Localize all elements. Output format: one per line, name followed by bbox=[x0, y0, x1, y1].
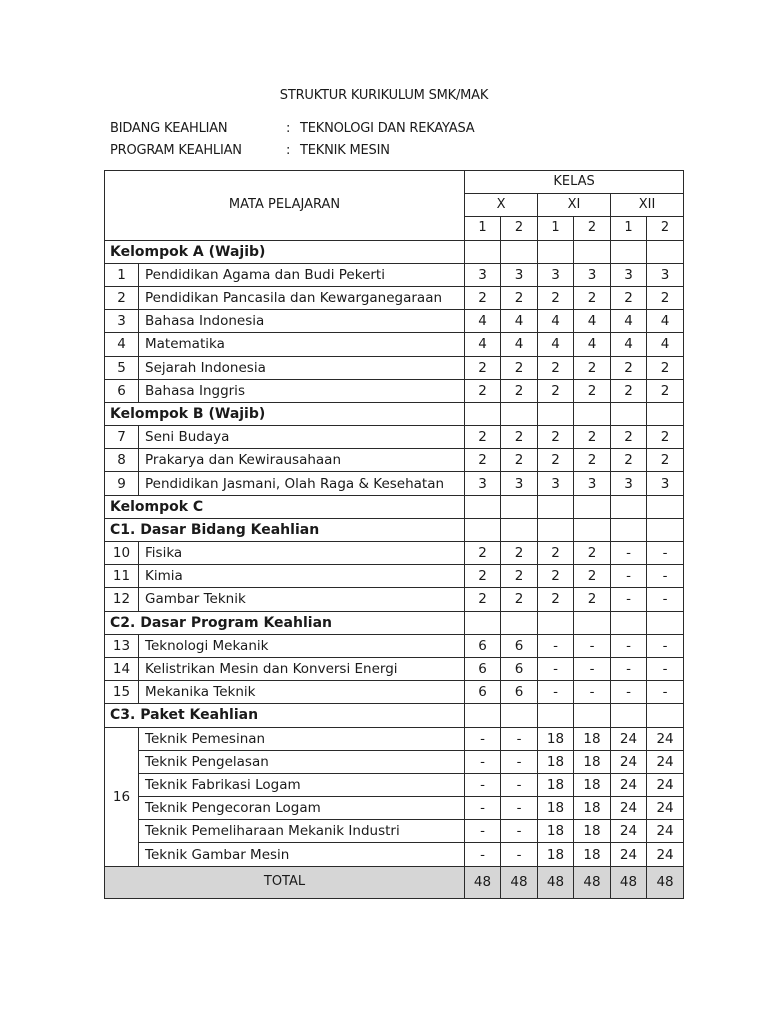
empty-cell bbox=[465, 518, 501, 541]
mata-pelajaran-header: MATA PELAJARAN bbox=[105, 171, 465, 241]
hours-cell: 6 bbox=[465, 681, 501, 704]
empty-cell bbox=[501, 240, 538, 263]
empty-cell bbox=[611, 704, 647, 727]
subject-row bbox=[105, 310, 684, 333]
hours-cell: 2 bbox=[574, 286, 611, 309]
group-heading: C2. Dasar Program Keahlian bbox=[105, 611, 465, 634]
empty-cell bbox=[465, 495, 501, 518]
row-number: 10 bbox=[105, 542, 139, 565]
hours-cell: 2 bbox=[465, 542, 501, 565]
empty-cell bbox=[611, 611, 647, 634]
empty-cell bbox=[647, 704, 684, 727]
hours-cell: 24 bbox=[647, 820, 684, 843]
group-heading: C3. Paket Keahlian bbox=[105, 704, 465, 727]
hours-cell: 18 bbox=[574, 797, 611, 820]
program-colon: : bbox=[286, 143, 291, 158]
empty-cell bbox=[647, 495, 684, 518]
subject-name: Teknik Pemeliharaan Mekanik Industri bbox=[139, 820, 465, 843]
hours-cell: - bbox=[647, 657, 684, 680]
hours-cell: - bbox=[501, 820, 538, 843]
hours-cell: 2 bbox=[465, 356, 501, 379]
empty-cell bbox=[611, 495, 647, 518]
subject-row bbox=[105, 542, 684, 565]
hours-cell: 2 bbox=[538, 565, 574, 588]
hours-cell: 2 bbox=[647, 426, 684, 449]
subject-name: Gambar Teknik bbox=[139, 588, 465, 611]
hours-cell: 2 bbox=[574, 356, 611, 379]
subject-row bbox=[105, 681, 684, 704]
hours-cell: - bbox=[647, 588, 684, 611]
hours-cell: 2 bbox=[501, 286, 538, 309]
empty-cell bbox=[574, 402, 611, 425]
hours-cell: 2 bbox=[574, 379, 611, 402]
row-number: 7 bbox=[105, 426, 139, 449]
subject-row bbox=[105, 333, 684, 356]
total-row bbox=[105, 866, 684, 898]
row-number: 5 bbox=[105, 356, 139, 379]
hours-cell: 2 bbox=[465, 565, 501, 588]
hours-cell: 18 bbox=[574, 773, 611, 796]
empty-cell bbox=[647, 402, 684, 425]
hours-cell: - bbox=[647, 634, 684, 657]
hours-cell: 24 bbox=[647, 843, 684, 866]
total-cell: 48 bbox=[611, 866, 647, 898]
hours-cell: 2 bbox=[465, 449, 501, 472]
hours-cell: 4 bbox=[574, 333, 611, 356]
total-cell: 48 bbox=[538, 866, 574, 898]
empty-cell bbox=[465, 402, 501, 425]
program-value: TEKNIK MESIN bbox=[300, 143, 390, 158]
hours-cell: 2 bbox=[574, 588, 611, 611]
hours-cell: 18 bbox=[574, 750, 611, 773]
hours-cell: 3 bbox=[611, 263, 647, 286]
total-label: TOTAL bbox=[105, 866, 465, 898]
empty-cell bbox=[501, 495, 538, 518]
hours-cell: - bbox=[611, 681, 647, 704]
class-xii-header: XII bbox=[611, 194, 684, 217]
group-heading: C1. Dasar Bidang Keahlian bbox=[105, 518, 465, 541]
row-number: 14 bbox=[105, 657, 139, 680]
hours-cell: 24 bbox=[647, 727, 684, 750]
hours-cell: 18 bbox=[574, 820, 611, 843]
curriculum-table bbox=[104, 170, 684, 899]
hours-cell: 2 bbox=[538, 379, 574, 402]
hours-cell: 4 bbox=[647, 310, 684, 333]
hours-cell: 2 bbox=[611, 426, 647, 449]
hours-cell: 18 bbox=[574, 727, 611, 750]
hours-cell: - bbox=[647, 542, 684, 565]
subject-name: Teknik Gambar Mesin bbox=[139, 843, 465, 866]
empty-cell bbox=[465, 611, 501, 634]
hours-cell: 18 bbox=[538, 773, 574, 796]
subject-name: Teknik Pengecoran Logam bbox=[139, 797, 465, 820]
empty-cell bbox=[538, 495, 574, 518]
group-row bbox=[105, 402, 684, 425]
hours-cell: - bbox=[465, 750, 501, 773]
row-number: 2 bbox=[105, 286, 139, 309]
subject-row bbox=[105, 356, 684, 379]
subject-name: Bahasa Inggris bbox=[139, 379, 465, 402]
hours-cell: 3 bbox=[538, 263, 574, 286]
semester-header: 1 bbox=[465, 217, 501, 240]
hours-cell: 2 bbox=[647, 379, 684, 402]
total-cell: 48 bbox=[647, 866, 684, 898]
subject-name: Matematika bbox=[139, 333, 465, 356]
empty-cell bbox=[574, 495, 611, 518]
hours-cell: 24 bbox=[647, 773, 684, 796]
hours-cell: 4 bbox=[501, 310, 538, 333]
empty-cell bbox=[538, 611, 574, 634]
hours-cell: 3 bbox=[574, 263, 611, 286]
hours-cell: 18 bbox=[538, 820, 574, 843]
hours-cell: 24 bbox=[611, 843, 647, 866]
hours-cell: 2 bbox=[611, 356, 647, 379]
hours-cell: 2 bbox=[538, 356, 574, 379]
row-number: 9 bbox=[105, 472, 139, 495]
subject-row bbox=[105, 773, 684, 796]
row-number: 6 bbox=[105, 379, 139, 402]
hours-cell: - bbox=[501, 797, 538, 820]
class-x-header: X bbox=[465, 194, 538, 217]
row-number: 13 bbox=[105, 634, 139, 657]
subject-name: Teknologi Mekanik bbox=[139, 634, 465, 657]
row-number: 8 bbox=[105, 449, 139, 472]
subject-name: Prakarya dan Kewirausahaan bbox=[139, 449, 465, 472]
subject-row bbox=[105, 263, 684, 286]
bidang-colon: : bbox=[286, 121, 291, 136]
hours-cell: 2 bbox=[611, 449, 647, 472]
total-cell: 48 bbox=[465, 866, 501, 898]
hours-cell: 2 bbox=[611, 286, 647, 309]
hours-cell: 18 bbox=[538, 750, 574, 773]
subject-row bbox=[105, 634, 684, 657]
empty-cell bbox=[611, 402, 647, 425]
hours-cell: 3 bbox=[465, 472, 501, 495]
hours-cell: 2 bbox=[538, 426, 574, 449]
program-label: PROGRAM KEAHLIAN bbox=[110, 143, 242, 158]
group-row bbox=[105, 518, 684, 541]
hours-cell: 2 bbox=[465, 588, 501, 611]
hours-cell: - bbox=[465, 820, 501, 843]
hours-cell: 2 bbox=[647, 286, 684, 309]
hours-cell: 24 bbox=[611, 820, 647, 843]
semester-header: 1 bbox=[538, 217, 574, 240]
empty-cell bbox=[574, 518, 611, 541]
subject-name: Pendidikan Pancasila dan Kewarganegaraan bbox=[139, 286, 465, 309]
subject-row bbox=[105, 820, 684, 843]
hours-cell: 2 bbox=[501, 565, 538, 588]
bidang-label: BIDANG KEAHLIAN bbox=[110, 121, 228, 136]
subject-name: Pendidikan Jasmani, Olah Raga & Kesehatan bbox=[139, 472, 465, 495]
row-number: 1 bbox=[105, 263, 139, 286]
row-number: 12 bbox=[105, 588, 139, 611]
hours-cell: 2 bbox=[538, 286, 574, 309]
subject-row bbox=[105, 426, 684, 449]
hours-cell: - bbox=[574, 657, 611, 680]
subject-row bbox=[105, 588, 684, 611]
hours-cell: 24 bbox=[611, 750, 647, 773]
subject-name: Kimia bbox=[139, 565, 465, 588]
hours-cell: 3 bbox=[501, 263, 538, 286]
hours-cell: 2 bbox=[501, 449, 538, 472]
hours-cell: - bbox=[647, 565, 684, 588]
hours-cell: 4 bbox=[611, 310, 647, 333]
hours-cell: 3 bbox=[611, 472, 647, 495]
hours-cell: 2 bbox=[611, 379, 647, 402]
hours-cell: 3 bbox=[538, 472, 574, 495]
subject-row bbox=[105, 750, 684, 773]
hours-cell: 4 bbox=[611, 333, 647, 356]
hours-cell: 2 bbox=[647, 356, 684, 379]
program-keahlian-line bbox=[110, 143, 390, 158]
hours-cell: 6 bbox=[501, 681, 538, 704]
subject-row bbox=[105, 565, 684, 588]
hours-cell: - bbox=[611, 542, 647, 565]
hours-cell: - bbox=[611, 588, 647, 611]
hours-cell: 2 bbox=[501, 588, 538, 611]
subject-name: Fisika bbox=[139, 542, 465, 565]
hours-cell: - bbox=[501, 843, 538, 866]
empty-cell bbox=[538, 518, 574, 541]
empty-cell bbox=[538, 402, 574, 425]
hours-cell: - bbox=[611, 657, 647, 680]
empty-cell bbox=[611, 518, 647, 541]
subject-row bbox=[105, 843, 684, 866]
empty-cell bbox=[501, 402, 538, 425]
hours-cell: - bbox=[538, 681, 574, 704]
subject-name: Teknik Pemesinan bbox=[139, 727, 465, 750]
group-row bbox=[105, 495, 684, 518]
kelas-header: KELAS bbox=[465, 171, 684, 194]
hours-cell: 24 bbox=[611, 797, 647, 820]
hours-cell: 2 bbox=[647, 449, 684, 472]
hours-cell: - bbox=[501, 750, 538, 773]
hours-cell: 4 bbox=[501, 333, 538, 356]
hours-cell: 2 bbox=[574, 565, 611, 588]
hours-cell: 2 bbox=[465, 426, 501, 449]
semester-header: 2 bbox=[501, 217, 538, 240]
document-title: STRUKTUR KURIKULUM SMK/MAK bbox=[279, 88, 489, 103]
hours-cell: 24 bbox=[611, 773, 647, 796]
subject-name: Pendidikan Agama dan Budi Pekerti bbox=[139, 263, 465, 286]
group-row bbox=[105, 704, 684, 727]
empty-cell bbox=[611, 240, 647, 263]
hours-cell: 4 bbox=[465, 333, 501, 356]
bidang-keahlian-line bbox=[110, 121, 474, 136]
hours-cell: 2 bbox=[501, 542, 538, 565]
group-row bbox=[105, 611, 684, 634]
hours-cell: 18 bbox=[574, 843, 611, 866]
hours-cell: - bbox=[574, 634, 611, 657]
hours-cell: 2 bbox=[574, 542, 611, 565]
row-number: 3 bbox=[105, 310, 139, 333]
hours-cell: 4 bbox=[465, 310, 501, 333]
subject-row bbox=[105, 379, 684, 402]
subject-row bbox=[105, 286, 684, 309]
hours-cell: - bbox=[465, 773, 501, 796]
subject-name: Sejarah Indonesia bbox=[139, 356, 465, 379]
subject-name: Mekanika Teknik bbox=[139, 681, 465, 704]
subject-row bbox=[105, 449, 684, 472]
empty-cell bbox=[574, 611, 611, 634]
hours-cell: 2 bbox=[538, 449, 574, 472]
subject-row bbox=[105, 472, 684, 495]
row-number: 11 bbox=[105, 565, 139, 588]
empty-cell bbox=[465, 704, 501, 727]
subject-row bbox=[105, 657, 684, 680]
hours-cell: 2 bbox=[538, 588, 574, 611]
semester-header: 2 bbox=[574, 217, 611, 240]
group-row bbox=[105, 240, 684, 263]
hours-cell: - bbox=[538, 657, 574, 680]
total-cell: 48 bbox=[501, 866, 538, 898]
empty-cell bbox=[538, 704, 574, 727]
hours-cell: 24 bbox=[611, 727, 647, 750]
hours-cell: - bbox=[465, 727, 501, 750]
empty-cell bbox=[647, 518, 684, 541]
hours-cell: 2 bbox=[465, 286, 501, 309]
curriculum-table-body bbox=[105, 171, 684, 899]
empty-cell bbox=[574, 240, 611, 263]
hours-cell: 2 bbox=[501, 356, 538, 379]
hours-cell: 4 bbox=[538, 333, 574, 356]
empty-cell bbox=[538, 240, 574, 263]
group-heading: Kelompok A (Wajib) bbox=[105, 240, 465, 263]
hours-cell: - bbox=[611, 565, 647, 588]
hours-cell: 3 bbox=[647, 472, 684, 495]
group-heading: Kelompok C bbox=[105, 495, 465, 518]
hours-cell: 3 bbox=[501, 472, 538, 495]
subject-name: Bahasa Indonesia bbox=[139, 310, 465, 333]
subject-name: Seni Budaya bbox=[139, 426, 465, 449]
hours-cell: 6 bbox=[501, 657, 538, 680]
empty-cell bbox=[574, 704, 611, 727]
empty-cell bbox=[647, 240, 684, 263]
subject-name: Kelistrikan Mesin dan Konversi Energi bbox=[139, 657, 465, 680]
hours-cell: 18 bbox=[538, 843, 574, 866]
group-heading: Kelompok B (Wajib) bbox=[105, 402, 465, 425]
hours-cell: 2 bbox=[574, 426, 611, 449]
hours-cell: - bbox=[574, 681, 611, 704]
class-xi-header: XI bbox=[538, 194, 611, 217]
hours-cell: - bbox=[465, 797, 501, 820]
hours-cell: 2 bbox=[538, 542, 574, 565]
empty-cell bbox=[501, 518, 538, 541]
empty-cell bbox=[501, 704, 538, 727]
hours-cell: 4 bbox=[574, 310, 611, 333]
hours-cell: 2 bbox=[501, 379, 538, 402]
semester-header: 2 bbox=[647, 217, 684, 240]
hours-cell: - bbox=[647, 681, 684, 704]
hours-cell: 6 bbox=[501, 634, 538, 657]
row-number: 16 bbox=[105, 727, 139, 866]
subject-row bbox=[105, 727, 684, 750]
hours-cell: - bbox=[501, 727, 538, 750]
total-cell: 48 bbox=[574, 866, 611, 898]
hours-cell: 2 bbox=[574, 449, 611, 472]
hours-cell: 3 bbox=[465, 263, 501, 286]
subject-name: Teknik Fabrikasi Logam bbox=[139, 773, 465, 796]
bidang-value: TEKNOLOGI DAN REKAYASA bbox=[300, 121, 475, 136]
hours-cell: 2 bbox=[465, 379, 501, 402]
hours-cell: 4 bbox=[538, 310, 574, 333]
subject-name: Teknik Pengelasan bbox=[139, 750, 465, 773]
row-number: 15 bbox=[105, 681, 139, 704]
hours-cell: 6 bbox=[465, 657, 501, 680]
hours-cell: 24 bbox=[647, 750, 684, 773]
hours-cell: - bbox=[465, 843, 501, 866]
header-row-kelas bbox=[105, 171, 684, 194]
empty-cell bbox=[501, 611, 538, 634]
hours-cell: - bbox=[538, 634, 574, 657]
hours-cell: 24 bbox=[647, 797, 684, 820]
subject-row bbox=[105, 797, 684, 820]
hours-cell: 3 bbox=[574, 472, 611, 495]
empty-cell bbox=[647, 611, 684, 634]
hours-cell: 3 bbox=[647, 263, 684, 286]
hours-cell: 2 bbox=[501, 426, 538, 449]
hours-cell: 18 bbox=[538, 797, 574, 820]
hours-cell: 6 bbox=[465, 634, 501, 657]
empty-cell bbox=[465, 240, 501, 263]
row-number: 4 bbox=[105, 333, 139, 356]
hours-cell: 4 bbox=[647, 333, 684, 356]
semester-header: 1 bbox=[611, 217, 647, 240]
hours-cell: 18 bbox=[538, 727, 574, 750]
hours-cell: - bbox=[611, 634, 647, 657]
hours-cell: - bbox=[501, 773, 538, 796]
